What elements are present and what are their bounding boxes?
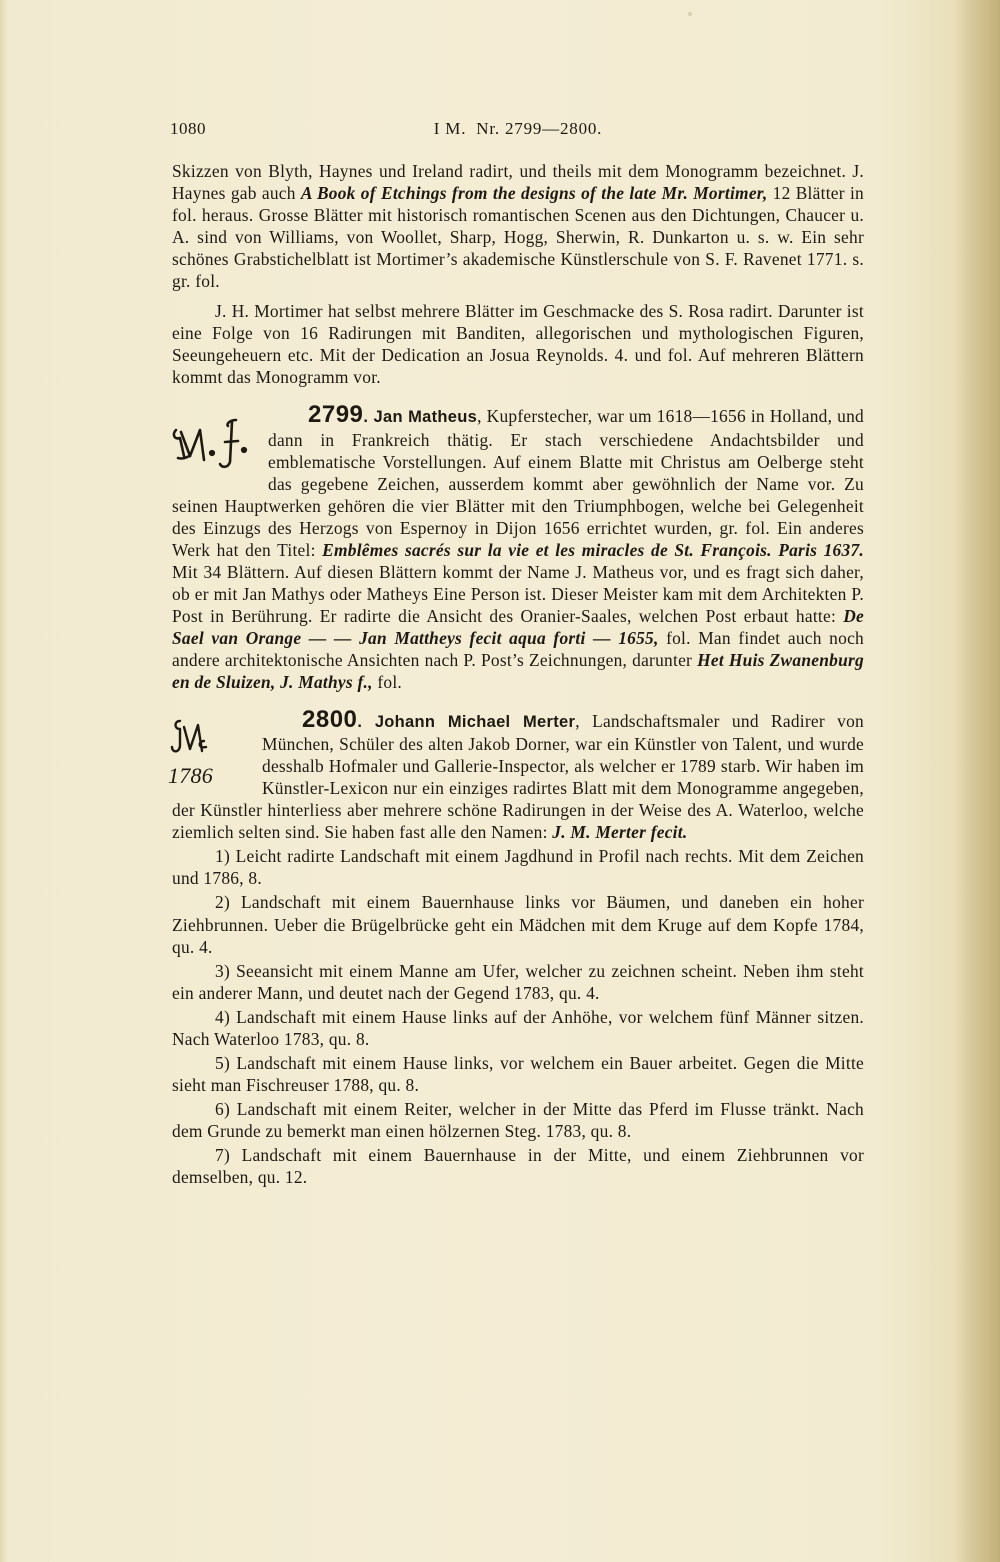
running-header xyxy=(172,118,864,148)
running-title xyxy=(172,118,864,140)
italic-title: Emblêmes sacrés sur la vie et les miracles de St. François. Paris 1637. xyxy=(322,539,864,560)
works-list xyxy=(172,845,864,1188)
number-range: Nr. 2799—2800. xyxy=(476,119,603,138)
monogram-jm-icon xyxy=(168,711,254,787)
work-item: 5) Landschaft mit einem Hause links, vor welchem ein Bauer arbeitet. Gegen die Mitte sieht man Fischreuser 1788, qu. 8. xyxy=(172,1052,864,1095)
entry-2799-body xyxy=(172,406,864,692)
entry-number: 2799 xyxy=(308,401,364,429)
work-item: 6) Landschaft mit einem Reiter, welcher in der Mitte das Pferd im Flusse tränkt. Nach dem Grunde zu bemerkt man einen hölzernen Steg. 1783, qu. 8. xyxy=(172,1098,864,1141)
artist-name: Johann Michael Merter xyxy=(374,713,576,732)
italic-title: De Sael van Orange — — Jan Mattheys fecit aqua forti — 1655, xyxy=(172,605,864,648)
work-item: 3) Seeansicht mit einem Manne am Ufer, welcher zu zeichnen scheint. Neben ihm steht ein anderer Mann, und deutet nach der Gegend 1783, qu. 4. xyxy=(172,960,864,1003)
paper-spot xyxy=(688,12,692,16)
text-run: Mit 34 Blättern. Auf diesen Blättern kommt der Name J. Matheus vor, und es fragt sich daher, ob er mit Jan Mathys oder Matheys Eine Person ist. Dieser Meister kam mit dem Architekten P. Post in Berührung. Er radirte die Ansicht des Oranier-Saales, welchen Post erbaut hatte: xyxy=(172,561,864,626)
artist-name: Jan Matheus xyxy=(373,408,478,427)
italic-title: J. M. Merter fecit. xyxy=(552,822,688,843)
page-number: 1080 xyxy=(170,119,206,138)
entry-2799-text: 2799. Jan Matheus , Kupferstecher, war um 1618—1656 in Holland, und dann in Frankreich thätig. Er stach verschiedene Andachtsbilder und emblematische Vorstellungen. Auf einem Blatte mit Christus am Oelberge steht das gegebene Zeichen, ausserdem kommt aber gewöhnlich der Name vor. Zu seinen Hauptwerken gehören die vier Blätter mit den Triumphbogen, welche bei Gelegenheit des Einzugs des Herzogs von Espernoy in Dijon 1656 errichtet wurden, gr. fol. Ein anderes Werk hat den Titel: Emblêmes sacrés sur la vie et les miracles de St. François. Paris 1637. Mit 34 Blättern. Auf diesen Blättern kommt der Name J. Matheus vor, und es fragt sich daher, ob er mit Jan Mathys oder Matheys Eine Person ist. Dieser Meister kam mit dem Architekten P. Post in Berührung. Er radirte die Ansicht des Oranier-Saales, welchen Post erbaut hatte: De Sael van Orange — — Jan Mattheys fecit aqua forti — 1655, fol. Man findet auch noch andere architektonische Ansichten nach P. Post’s Zeichnungen, darunter Het Huis Zwanenburg en de Sluizen, J. Mathys f., fol. xyxy=(172,404,864,693)
series-mark: I M. xyxy=(433,119,467,138)
intro-paragraph-1 xyxy=(172,160,864,292)
work-item: 1) Leicht radirte Landschaft mit einem Jagdhund in Profil nach rechts. Mit dem Zeichen und 1786, 8. xyxy=(172,846,864,889)
intro-paragraph-2 xyxy=(172,300,864,388)
monogram-year: 1786 xyxy=(168,763,213,788)
monogram-mf-icon xyxy=(168,406,260,474)
italic-title: Het Huis Zwanenburg en de Sluizen, J. Mathys f., xyxy=(172,649,864,693)
text-run: 12 Blätter in fol. heraus. Grosse Blätter mit historisch romantischen Scenen aus den Dichtungen, Chaucer u. A. sind von Williams, von Woollet, Sharp, Hogg, Sherwin, R. Dunkarton u. s. w. Ein sehr schönes Grabstichelblatt ist Mortimer’s akademische Künstlerschule von S. F. Ravenet 1771. s. gr. fol. xyxy=(172,183,864,292)
text-run: fol. Man findet auch noch andere architektonische Ansichten nach P. Post’s Zeichnungen, darunter xyxy=(172,627,864,670)
page-text xyxy=(168,118,864,1188)
work-item: 7) Landschaft mit einem Bauernhause in der Mitte, und einem Ziehbrunnen vor demselben, qu. 12. xyxy=(172,1144,864,1188)
page-left-shadow xyxy=(0,0,8,1562)
text-run: Skizzen von Blyth, Haynes und Ireland radirt, und theils mit dem Monogramm bezeichnet. J. Haynes gab auch xyxy=(172,161,864,204)
work-item: 2) Landschaft mit einem Bauernhause links vor Bäumen, und daneben ein hoher Ziehbrunnen. Ueber die Brügelbrücke geht ein Mädchen mit dem Kruge auf dem Kopfe 1784, qu. 4. xyxy=(172,892,864,957)
entry-2800 xyxy=(168,706,864,1188)
work-item: 4) Landschaft mit einem Hause links auf der Anhöhe, vor welchem fünf Männer sitzen. Nach Waterloo 1783, qu. 8. xyxy=(172,1006,864,1049)
entry-number: 2800 xyxy=(302,706,358,734)
entry-2799 xyxy=(172,401,864,693)
italic-title: A Book of Etchings from the designs of the late Mr. Mortimer, xyxy=(300,183,768,204)
text-run: fol. xyxy=(372,672,402,693)
text-run: , Landschaftsmaler und Radirer von München, Schüler des alten Jakob Dorner, war ein Künstler von Talent, und wurde desshalb Hofmaler und Gallerie-Inspector, als welcher er 1789 starb. Wir haben im Künstler-Lexicon nur ein einziges radirtes Blatt mit dem Monogramme angegeben, der Künstler hinterliess aber mehrere schöne Radirungen in der Weise des A. Waterloo, welche ziemlich selten sind. Sie haben fast alle den Namen: xyxy=(172,711,864,843)
text-run: J. H. Mortimer hat selbst mehrere Blätter im Geschmacke des S. Rosa radirt. Darunter ist eine Folge von 16 Radirungen mit Banditen, allegorischen und mythologischen Figuren, Seeungeheuern etc. Mit der Dedication an Josua Reynolds. 4. und fol. Auf mehreren Blättern kommt das Monogramm vor. xyxy=(172,301,864,388)
text-run: , Kupferstecher, war um 1618—1656 in Holland, und dann in Frankreich thätig. Er stach verschiedene Andachtsbilder und emblematische Vorstellungen. Auf einem Blatte mit Christus am Oelberge steht das gegebene Zeichen, ausserdem kommt aber gewöhnlich der Name vor. Zu seinen Hauptwerken gehören die vier Blätter mit den Triumphbogen, welche bei Gelegenheit des Einzugs des Herzogs von Espernoy in Dijon 1656 errichtet wurden, gr. fol. Ein anderes Werk hat den Titel: xyxy=(172,406,864,560)
page-right-edge xyxy=(954,0,1000,1562)
entry-2800-text: 2800. Johann Michael Merter 1786 , Landschaftsmaler und Radirer von München, Schüler des alten Jakob Dorner, war ein Künstler von Talent, und wurde desshalb Hofmaler und Gallerie-Inspector, als welcher er 1789 starb. Wir haben im Künstler-Lexicon nur ein einziges radirtes Blatt mit dem Monogramme angegeben, der Künstler hinterliess aber mehrere schöne Radirungen in der Weise des A. Waterloo, welche ziemlich selten sind. Sie haben fast alle den Namen: J. M. Merter fecit. xyxy=(168,706,864,843)
